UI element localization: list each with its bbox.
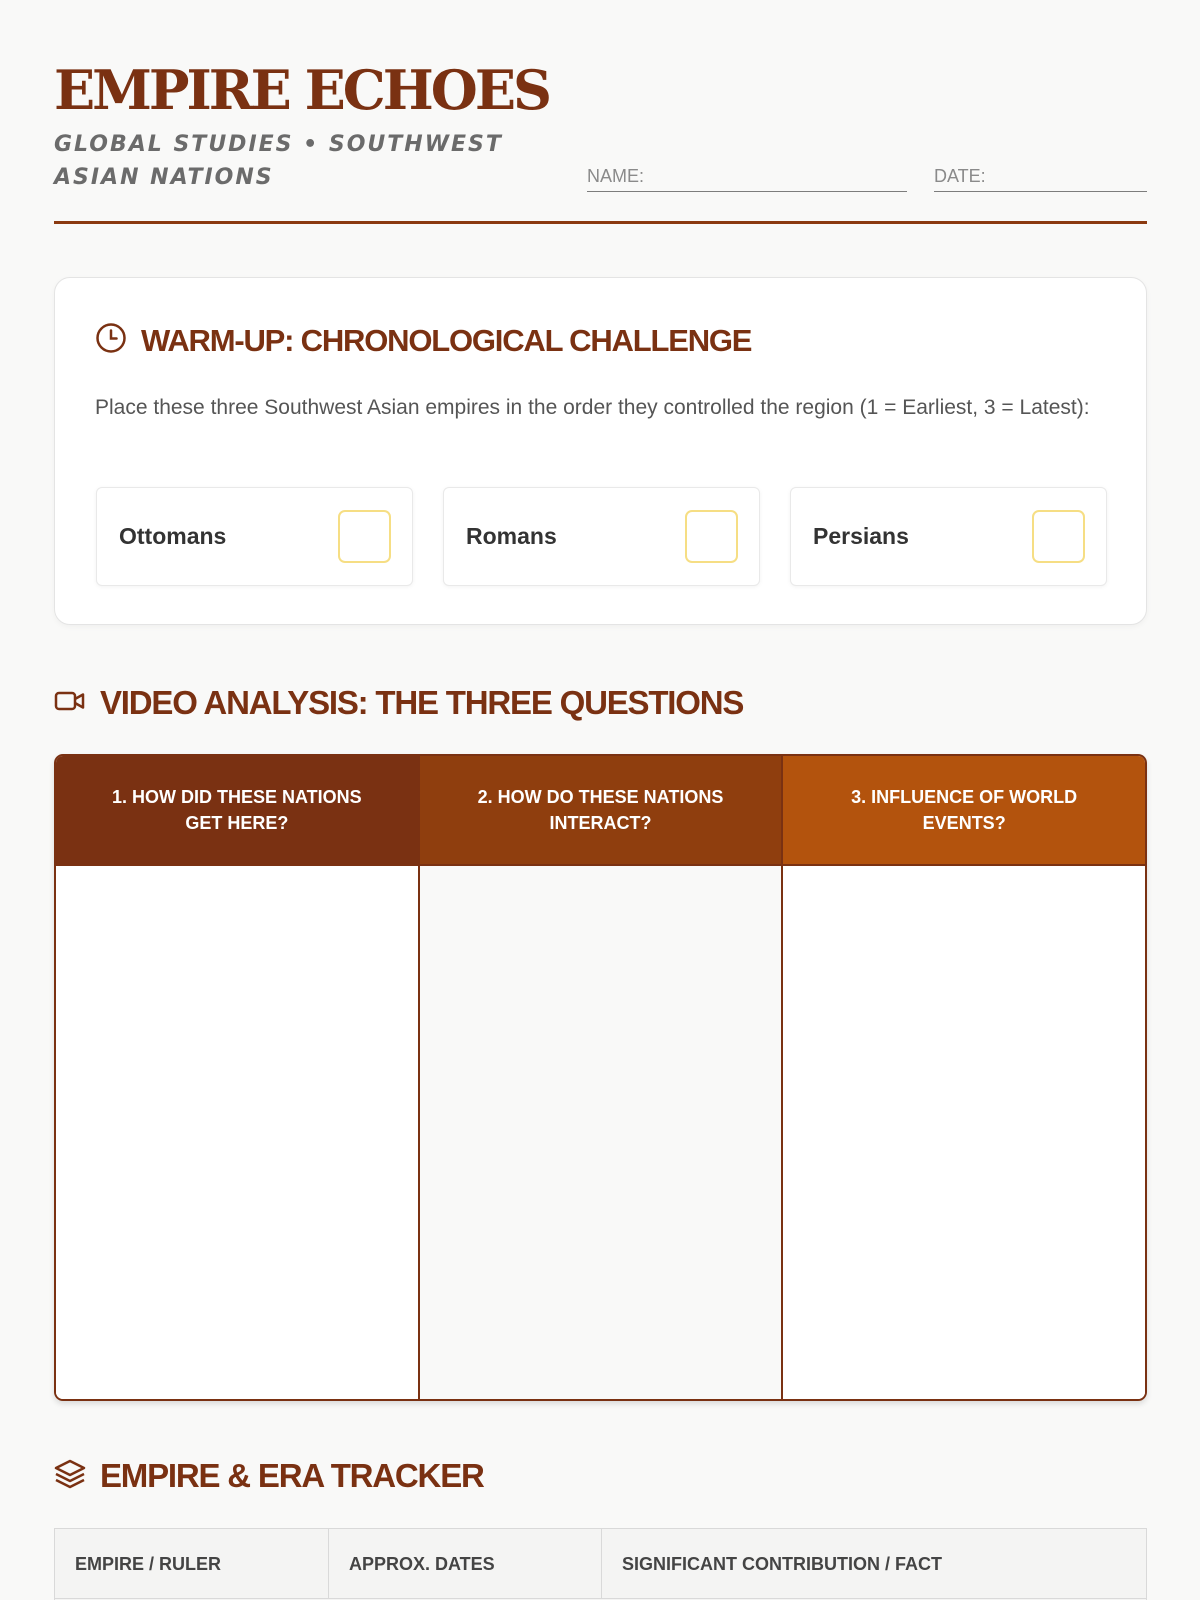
date-field[interactable]: DATE: — [934, 166, 1147, 192]
tracker-header-empire: EMPIRE / RULER — [75, 1553, 222, 1574]
empire-choice-romans — [443, 487, 760, 586]
tracker-header-fact: SIGNIFICANT CONTRIBUTION / FACT — [601, 1529, 1146, 1599]
question-column — [781, 756, 1145, 1399]
order-input-box[interactable] — [685, 510, 738, 563]
empire-name: Ottomans — [119, 523, 227, 549]
video-camera-icon — [54, 687, 86, 720]
layers-icon — [54, 1458, 86, 1495]
three-questions-table — [54, 754, 1147, 1401]
order-input-box[interactable] — [1032, 510, 1085, 563]
empire-name: Romans — [466, 523, 557, 549]
empire-choices — [96, 487, 1107, 586]
order-input-box[interactable] — [338, 510, 391, 563]
worksheet-header — [54, 58, 1147, 224]
tracker-heading — [54, 1457, 484, 1495]
worksheet-subtitle: GLOBAL STUDIES • SOUTHWEST ASIAN NATIONS — [54, 132, 503, 190]
question-header: 2. HOW DO THESE NATIONS INTERACT? — [420, 756, 782, 866]
video-analysis-heading — [54, 684, 743, 722]
tracker-header-divider — [54, 1598, 1147, 1599]
tracker-header-dates: APPROX. DATES — [328, 1529, 601, 1599]
question-column — [418, 756, 782, 1399]
clock-icon — [95, 322, 127, 359]
answer-area[interactable] — [56, 866, 418, 1399]
empire-choice-ottomans — [96, 487, 413, 586]
tracker-title: EMPIRE & ERA TRACKER — [100, 1457, 484, 1494]
warmup-card — [54, 277, 1147, 625]
empire-name: Persians — [813, 523, 909, 549]
empire-choice-persians — [790, 487, 1107, 586]
question-header: 1. HOW DID THESE NATIONS GET HERE? — [56, 756, 418, 866]
empire-tracker-table — [54, 1528, 1147, 1600]
video-analysis-title: VIDEO ANALYSIS: THE THREE QUESTIONS — [100, 684, 744, 721]
warmup-instructions: Place these three Southwest Asian empires in the order they controlled the region (1 = Earliest, 3 = Latest): — [95, 396, 1090, 419]
answer-area[interactable] — [420, 866, 782, 1399]
answer-area[interactable] — [783, 866, 1145, 1399]
warmup-heading — [95, 322, 751, 359]
worksheet-title: EMPIRE ECHOES — [54, 58, 549, 122]
name-field[interactable]: NAME: — [587, 166, 907, 192]
warmup-title: WARM-UP: CHRONOLOGICAL CHALLENGE — [141, 322, 752, 358]
question-header: 3. INFLUENCE OF WORLD EVENTS? — [783, 756, 1145, 866]
question-column — [56, 756, 418, 1399]
